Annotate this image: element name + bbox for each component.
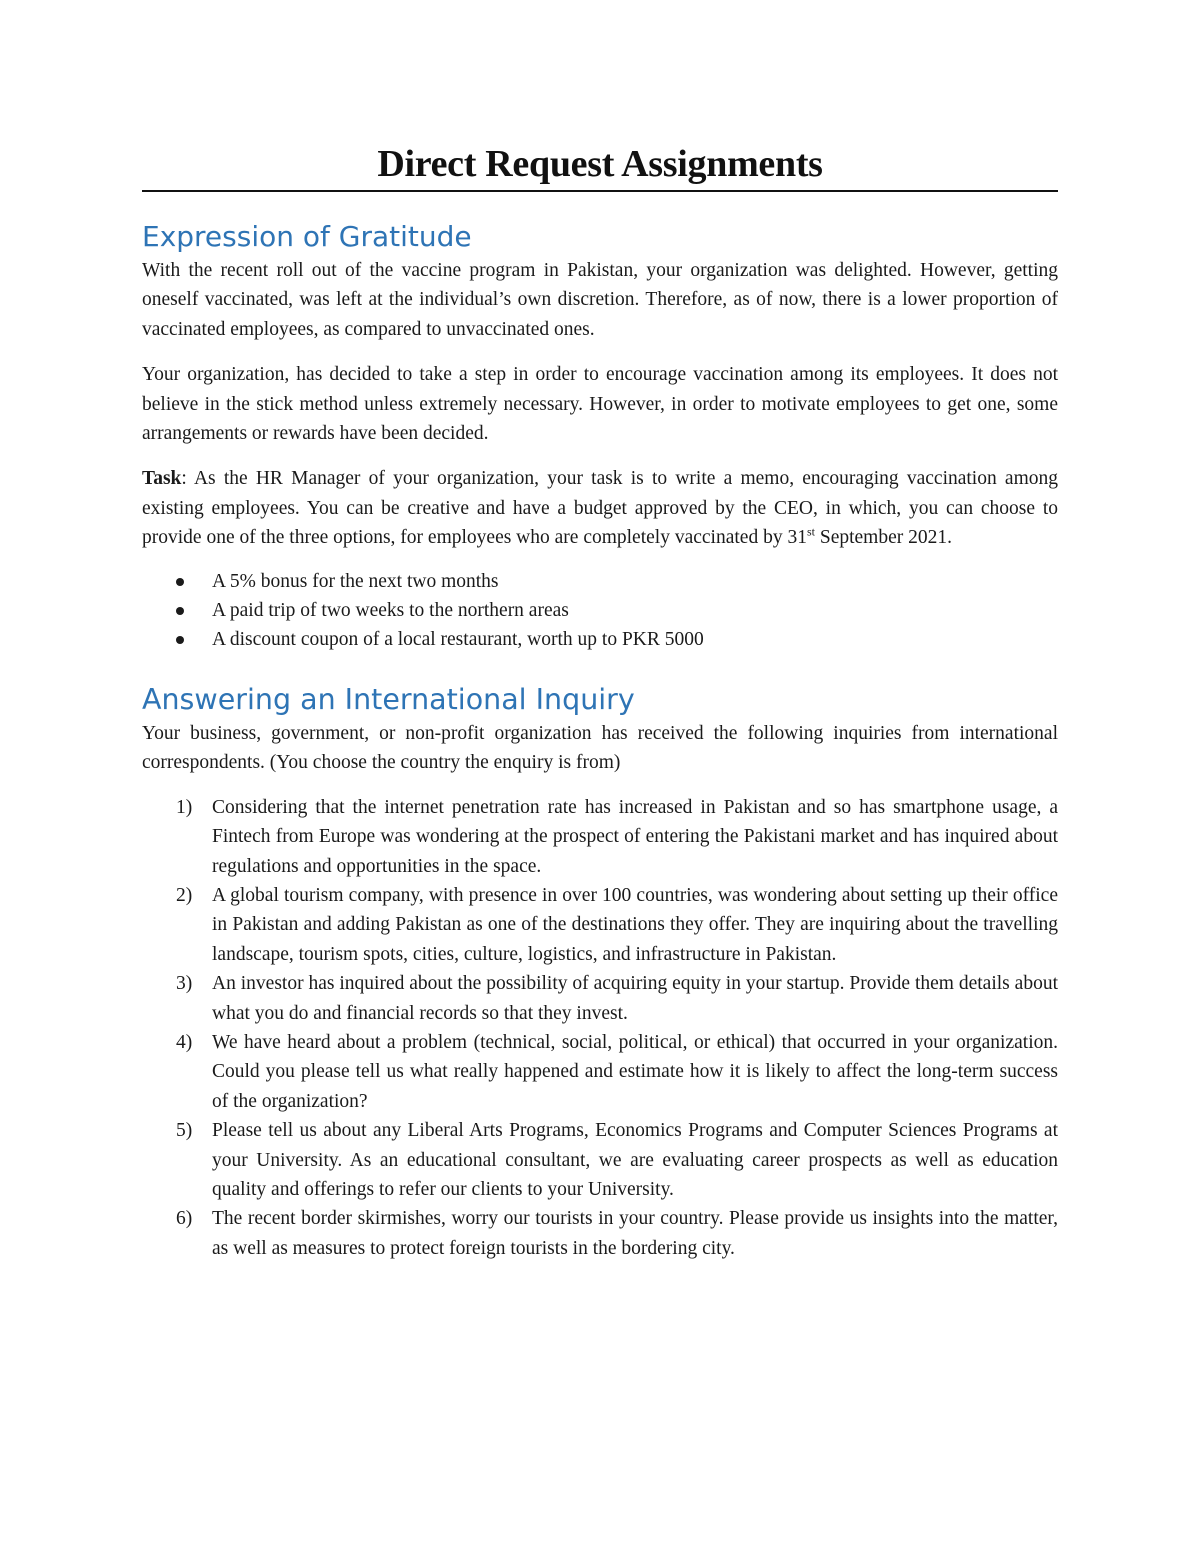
inquiry-heading: Answering an International Inquiry: [142, 682, 635, 716]
inquiry-list: [142, 793, 1058, 1264]
list-item: [142, 1028, 1058, 1116]
reward-options-list: [142, 567, 1058, 655]
list-item: [142, 969, 1058, 1028]
reward-option-text: A 5% bonus for the next two months: [212, 570, 499, 592]
inquiry-section: [142, 681, 1058, 1263]
inquiry-text: Considering that the internet penetration rate has increased in Pakistan and so has smartphone usage, a Fintech from Europe was wondering at the prospect of entering the Pakistani market and has inquired about regulations and opportunities in the space.: [212, 796, 1058, 877]
task-date-superscript: st: [806, 524, 815, 539]
list-item: [142, 881, 1058, 969]
list-number: 4): [176, 1031, 193, 1053]
list-item: [142, 1204, 1058, 1263]
bullet-icon: [176, 578, 184, 586]
task-paragraph: [142, 464, 1058, 552]
list-item: [142, 596, 1058, 625]
inquiry-text: Please tell us about any Liberal Arts Programs, Economics Programs and Computer Sciences Programs at your University. As an educational consultant, we are evaluating career prospects as well as education quality and offerings to refer our clients to your University.: [212, 1120, 1058, 1200]
list-number: 2): [176, 884, 193, 906]
gratitude-section: [142, 218, 1058, 655]
inquiry-text: The recent border skirmishes, worry our tourists in your country. Please provide us insights into the matter, as well as measures to protect foreign tourists in the bordering city.: [212, 1208, 1058, 1259]
task-label: Task: [142, 468, 182, 490]
gratitude-heading: Expression of Gratitude: [142, 220, 472, 253]
list-number: 3): [176, 973, 193, 995]
list-item: [142, 625, 1058, 654]
list-number: 5): [176, 1120, 193, 1142]
inquiry-intro: Your business, government, or non-profit organization has received the following inquiries from international correspondents. (You choose the country the enquiry is from): [142, 722, 1058, 774]
list-item: [142, 1116, 1058, 1204]
bullet-icon: [176, 607, 184, 615]
list-item: [142, 793, 1058, 881]
task-text-end: September 2021.: [814, 527, 952, 549]
inquiry-text: An investor has inquired about the possibility of acquiring equity in your startup. Provide them details about what you do and financial records so that they invest.: [212, 973, 1058, 1024]
task-text: : As the HR Manager of your organization, your task is to write a memo, encouraging vaccination among existing employees. You can be creative and have a budget approved by the CEO, in which, you can choose to provide one of the three options, for employees who are completely vaccinated by 31: [142, 468, 1058, 549]
document-title: Direct Request Assignments: [142, 140, 1058, 192]
inquiry-text: A global tourism company, with presence in over 100 countries, was wondering about setting up their office in Pakistan and adding Pakistan as one of the destinations they offer. They are inquiring about the travelling landscape, tourism spots, cities, culture, logistics, and infrastructure in Pakistan.: [212, 884, 1058, 965]
gratitude-paragraph-1: With the recent roll out of the vaccine program in Pakistan, your organization was delighted. However, getting oneself vaccinated, was left at the individual’s own discretion. Therefore, as of now, there is a lower proportion of vaccinated employees, as compared to unvaccinated ones.: [142, 260, 1058, 340]
document-page: [142, 140, 1058, 1263]
gratitude-paragraph-2: Your organization, has decided to take a step in order to encourage vaccination among its employees. It does not believe in the stick method unless extremely necessary. However, in order to motivate employees to get one, some arrangements or rewards have been decided.: [142, 364, 1058, 445]
reward-option-text: A discount coupon of a local restaurant, worth up to PKR 5000: [212, 629, 704, 651]
list-number: 1): [176, 796, 193, 818]
reward-option-text: A paid trip of two weeks to the northern areas: [212, 600, 569, 622]
list-number: 6): [176, 1208, 193, 1230]
inquiry-text: We have heard about a problem (technical, social, political, or ethical) that occurred in your organization. Could you please tell us what really happened and estimate how it is likely to affect the long-term success of the organization?: [212, 1031, 1058, 1112]
list-item: [142, 567, 1058, 596]
bullet-icon: [176, 636, 184, 644]
